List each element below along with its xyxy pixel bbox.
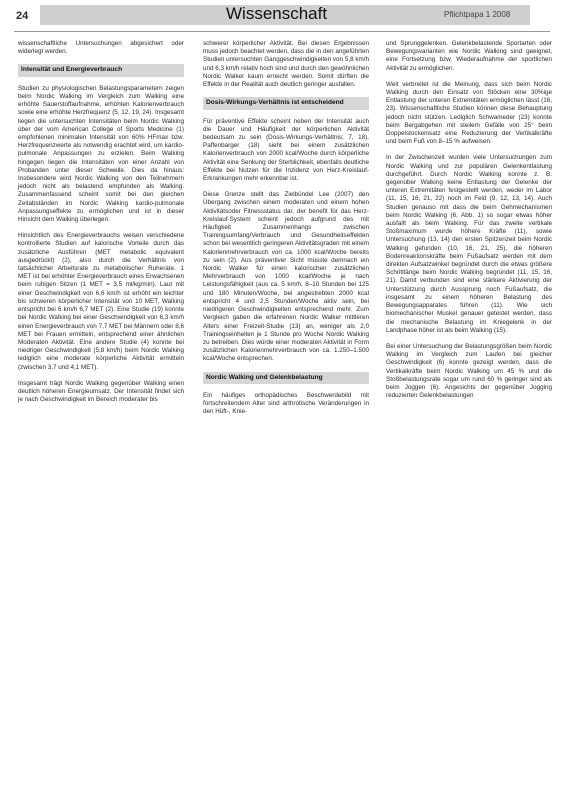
paragraph: In der Zwischenzeit wurden viele Untersuchungen zum Nordic Walking und zur populären Gelenkentlastung durchgeführt. Durch Nordic Walking konnte z. B. gegenüber Walking keine Entlastung der Gelenke der unteren Extremitäten festgestellt werden, weder im Labor (11, 15, 16, 21, 22) noch im Feld (9, 12, 13, 14). Auch Studien genauso mit dass die beim Gehmechanismen beim Nordic Walking (6, Abb. 1) so sogar etwas höher ausfallt als beim Walking. Für das zweite vertikale Stoßmaximum wurde höhere Kräfte (11), sowie Untersuchung (13, 14) den ersten Spitzenzeit beim Nordic Walking gefunden (10, 16, 21, 25), die höheren Bodenreaktionskräfte beim Fußaufsatz werden mit dem direkten Aufsatzwinkel begründet durch die etwas größere Schrittlänge beim Nordic Walking begründet (11, 15, 16, 21). Damit verbunden sind eine stärkere Aktivierung der Unterstützung durch Aussprung noch Fußaufsatz, die insgesamt zu einem höheren Belastung des Bewegungsapparates führen (11). Wie sich biomechanischer Muskel genauer getestet werden, dass die mechanische Belastung im Kniegelenk in der Landphase höher ist als beim Walking (15). [386,154,552,334]
subheading: Intensität und Energieverbrauch [18,64,184,76]
section-title: Wissenschaft [226,4,328,23]
subheading: Dosis-Wirkungs-Verhältnis ist entscheidend [203,97,369,109]
page-number: 24 [16,10,29,22]
paragraph: Diese Grenze stellt das Zielbündel Lee (2007) den Übergang zwischen einem moderaten und einem hohen Aktivitätsoder Fitnessstatus dar, der benefit für das Herz-Kreislauf-System scheint jedoch aufgrund des mit Häufigkeit Zusammenhangs zwischen Trainingsumfang/Verbrauch und Gesundheitseffekten schon bei wesentlich geringeren Aktivitätsgraden mit einem Kalorienmehrverbrauch von ca. 1000 kcal/Woche bereits zu sein (2). Aus präventiver Sicht müsste demnach ein Nordic Walker für einen kalorischen zusätzlichen Mehrverbrauch von 1000 kcal/Woche je nach Leistungsfähigkeit (aus ca. 5 km/h, 8–10 Stunden bei 125 und 180 Minuten/Woche, bei angestrebten 2000 kcal entspricht 4 und 2,5 Stunden/Woche aktiv sein, bei niedrigeren Geschwindigkeiten entsprechend mehr. Zum Vergleich gaben die erfahrenen Nordic Walker mittleren Alters einer Freizeit-Studie (13) an, weniger als 2,0 Trainingseinheiten je 1 Stunde pro Woche Nordic Walking zu betreiben. Dies würde einer moderaten Aktivität in Form zusätzlichen Kalorienmehrverbrauch von ca. 1.250–1.500 kcal/Woche entsprechen. [203,191,369,363]
paragraph: und Sprunggelenken. Gelenkbelastende Sportarten oder Bewegungsvarianten wie Nordic Walking sind geeignet, eine Fortsetzung bzw. Wiederaufnahme der sportlichen Aktivität zu ermöglichen. [386,40,552,72]
paragraph: schwerer körperlicher Aktivität. Bei diesen Ergebnissen muss jedoch beachtet werden, dass die in den angeführten Studien untersuchten Ganggeschwindigkeiten von 5,8 km/h und 6,3 km/h relativ hoch sind und durch den gewöhnlichen Nordic Walker kaum erreicht werden. Somit dürften die Effekte in der Realität auch deutlich geringer ausfallen. [203,40,369,89]
paragraph: Für präventive Effekte scheint neben der Intensität auch die Dauer und Häufigkeit der körperlichen Aktivität bedeutsam zu sein (Dosis-Wirkungs-Verhältnis; 7, 18). Paffenbarger (18) sieht bei einem zusätzlichen Kalorienverbrauch von 2000 kcal/Woche durch körperliche Aktivität eine Senkung der Sterblichkeit, ebenfalls deutliche Effekte bei Nutzen für die Inzidenz von Herz-Kreislauf-Erkrankungen mehr erkennbar ist. [203,117,369,183]
subheading: Nordic Walking und Gelenkbelastung [203,372,369,384]
issue-label: Pflichtpapa 1 2008 [444,10,511,19]
paragraph: wissenschaftliche Untersuchungen abgesichert oder widerlegt werden. [18,40,184,56]
paragraph: Hinsichtlich des Energieverbrauchs weisen verschiedene kontrollierte Studien auf kalorische Vorteile durch das zusätzliche Ausführen (MET metabolic equivalent ausgedrückt) (2), also durch die Verhältnis von tatsächlicher Arbeitsrate zu metabolischer Ruherate. 1 MET ist bei erhöhter Energieverbrauch eines Erwachsenen beim ruhigen Sitzen (1 MET = 3,5 ml/kg/min). Laut mit einer Geschwindigkeit von 6,6 km/h ist erhöht ein leichter bis schweren körperlicher Intensität von 10 MET. Walking entspricht bei 6 km/h 6,7 MET (2). Eine Studie (19) konnte bei Nordic Walking bei einer Geschwindigkeit von 6,3 km/h einen Energieverbrauch von 7,7 MET bei Männern oder 8,6 MET bei Frauen ermitteln, entsprechend einer ähnlichen Moderaten Aktivität. Eine andere Studie (4) konnte bei niedriger Geschwindigkeit (5,8 km/h) beim Nordic Walking lediglich eine moderate körperliche Aktivität ermitteln (zwischen 3,7 und 4,1 MET). [18,232,184,371]
text-column-left [18,40,184,412]
paragraph: Weit verbreitet ist die Meinung, dass sich beim Nordic Walking durch den Einsatz von Stöcken eine 30%ige Entlastung der unteren Extremitäten ermöglichen lässt (16, 23). Wissenschaftliche Studien können diese Behauptung jedoch nicht stützen. Lediglich Schwameder (23) konnte beim Bergabgehen mit steilem Gefälle von 25° beim Doppelstockeinsatz eine Reduzierung der Vertikalkräfte und beim Fuß von 8–15 % aufweisen. [386,80,552,146]
page-header [0,0,564,30]
paragraph: Ein häufiges orthopädisches Beschwerdebild mit fortschreitendem Alter sind arthrotische Veränderungen in den Hüft-, Knie- [203,391,369,416]
header-divider [14,31,550,32]
text-column-right [386,40,552,408]
paragraph: Insgesamt trägt Nordic Walking gegenüber Walking einen deutlich höheren Energieumsatz. Der Intensität findet sich je nach Geschwindigkeit im Bereich moderater bis [18,379,184,404]
paragraph: Studien zu physiologischen Belastungsparametern zeigen beim Nordic Walking im Vergleich zum Walking eine erhöhte Sauerstoffaufnahme, erhöhten Kalorienverbrauch sowie eine erhöhte Herzfrequenz (5, 12, 19, 24). Insgesamt liegen die untersuchten Intensitäten beim Nordic Walking über der vom American College of Sports Medicine (1) empfohlenen minimalen Intensität von 60% HFmax bzw. Herzfrequenzwerte als notwendig erachtet wird, um kardio-pulmonale Anpassungen zu erzielen. Beim Walking hingegen liegen die Intensitäten von einer Anzahl von Probanden unter dieser Schwelle. Dies da hinaus: Insbesondere wird Nordic Walking von den Teilnehmern jedoch nicht als belastend empfunden als Walking. Zusammenfassend scheint somit bei den gleichen Zeitabständen im Nordic Walking kardio-pulmonale Anpassungseffekte zu ermöglichen und ist in dieser Hinsicht dem Walking überlegen. [18,84,184,224]
paragraph: Bei einer Untersuchung der Belastungsgrößen beim Nordic Walking im Vergleich zum Laufen bei gleicher Geschwindigkeit (6) konnte gezeigt werden, dass die Vertikalkräfte beim Nordic Walking um 45 % und die Stoßbelastungsrate sogar um rund 60 % geringer sind als beim Joggen (6). Angesichts der gegenüber Jogging reduzierten Gelenkbelastungen [386,342,552,400]
text-column-middle [203,40,369,425]
